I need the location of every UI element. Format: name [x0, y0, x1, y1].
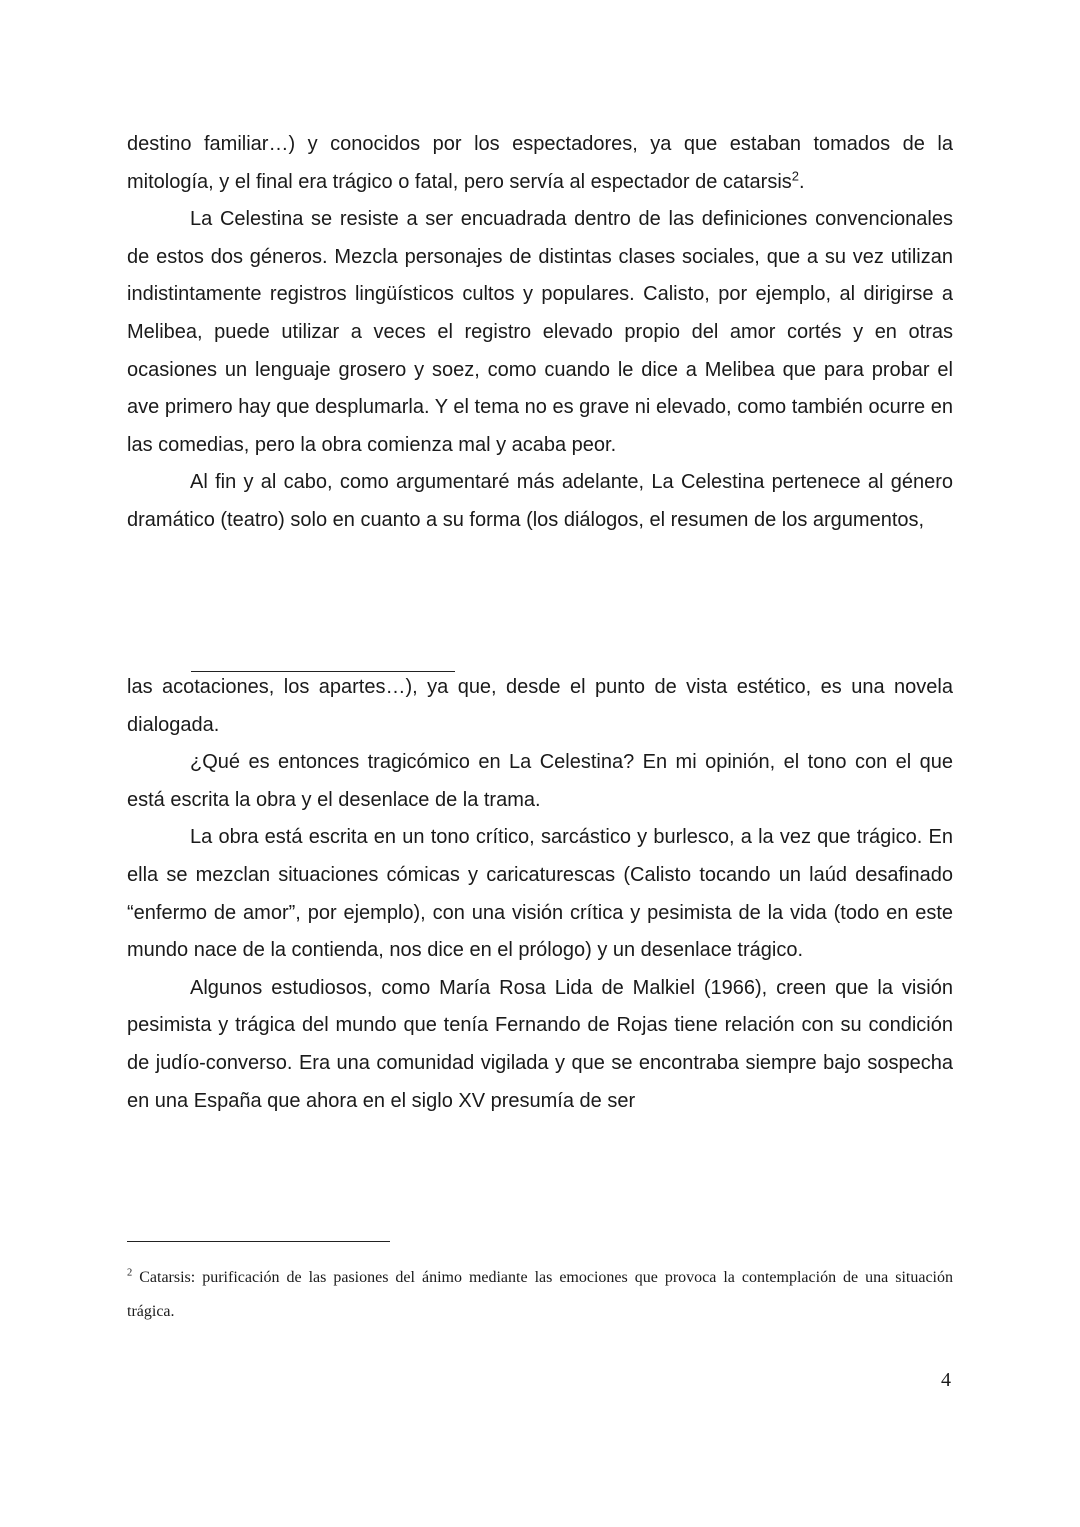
paragraph	[127, 126, 953, 201]
body-text-lower	[127, 669, 953, 1120]
paragraph-text: destino familiar…) y conocidos por los espectadores, ya que estaban tomados de la mitología, y el final era trágico o fatal, pero servía al espectador de catarsis	[127, 133, 953, 193]
paragraph: La obra está escrita en un tono crítico, sarcástico y burlesco, a la vez que trágico. En ella se mezclan situaciones cómicas y caricaturescas (Calisto tocando un laúd desafinado “enfermo de amor”, por ejemplo), con una visión crítica y pesimista de la vida (todo en este mundo nace de la contienda, nos dice en el prólogo) y un desenlace trágico.	[127, 826, 953, 962]
footnote-separator	[127, 1241, 390, 1242]
paragraph-text-end: .	[799, 170, 805, 193]
body-text-upper	[127, 126, 953, 540]
footnote-text: Catarsis: purificación de las pasiones del ánimo mediante las emociones que provoca la contemplación de una situación trágica.	[127, 1269, 953, 1320]
page-number: 4	[941, 1369, 951, 1391]
paragraph: La Celestina se resiste a ser encuadrada dentro de las definiciones convencionales de estos dos géneros. Mezcla personajes de distintas clases sociales, que a su vez utilizan indistintamente registros lingüísticos cultos y populares. Calisto, por ejemplo, al dirigirse a Melibea, puede utilizar a veces el registro elevado propio del amor cortés y en otras ocasiones un lenguaje grosero y soez, como cuando le dice a Melibea que para probar el ave primero hay que desplumarla. Y el tema no es grave ni elevado, como también ocurre en las comedias, pero la obra comienza mal y acaba peor.	[127, 208, 953, 456]
paragraph: las acotaciones, los apartes…), ya que, desde el punto de vista estético, es una novela dialogada.	[127, 676, 953, 736]
paragraph: Al fin y al cabo, como argumentaré más adelante, La Celestina pertenece al género dramático (teatro) solo en cuanto a su forma (los diálogos, el resumen de los argumentos,	[127, 471, 953, 531]
footnote-reference[interactable]: 2	[791, 167, 800, 183]
paragraph: ¿Qué es entonces tragicómico en La Celestina? En mi opinión, el tono con el que está escrita la obra y el desenlace de la trama.	[127, 751, 953, 811]
footnote	[127, 1261, 953, 1329]
footnote-mark: 2	[127, 1267, 133, 1279]
paragraph: Algunos estudiosos, como María Rosa Lida de Malkiel (1966), creen que la visión pesimista y trágica del mundo que tenía Fernando de Rojas tiene relación con su condición de judío-converso. Era una comunidad vigilada y que se encontraba siempre bajo sospecha en una España que ahora en el siglo XV presumía de ser	[127, 976, 953, 1112]
